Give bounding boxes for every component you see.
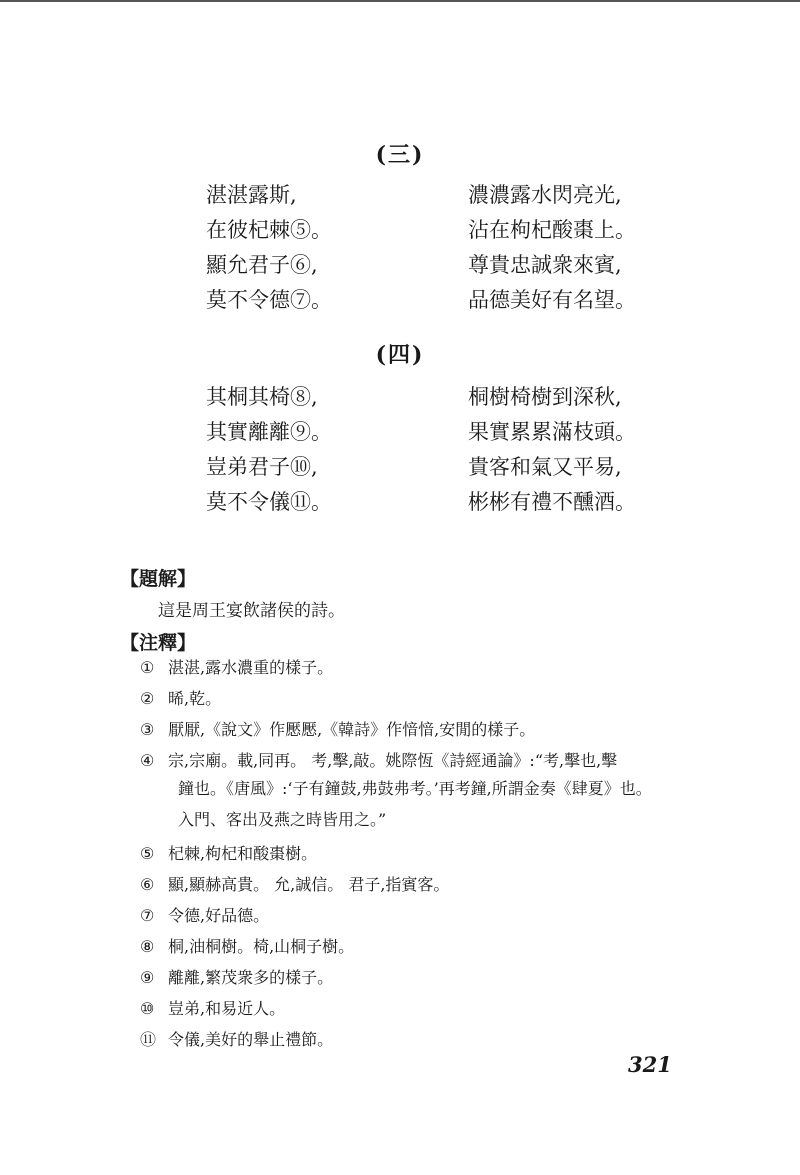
note-number: ⑪	[140, 1030, 157, 1049]
stanza-4-translation-line-3: 貴客和氣又平易,	[468, 455, 622, 479]
note-number: ⑨	[140, 968, 155, 987]
tijie-text: 這是周王宴飲諸侯的詩。	[158, 601, 345, 621]
note-text: 桐,油桐樹。椅,山桐子樹。	[168, 937, 355, 956]
stanza-3-heading: (三)	[375, 142, 425, 168]
note-number: ⑦	[140, 906, 155, 925]
stanza-4-heading: (四)	[375, 342, 425, 368]
note-text: 離離,繁茂衆多的樣子。	[168, 968, 334, 987]
note-number: ⑤	[140, 844, 155, 863]
top-border-rule	[0, 0, 800, 2]
note-item	[140, 745, 700, 776]
zhushi-heading: 【注釋】	[120, 632, 197, 654]
note-continuation: 入門、客出及燕之時皆用之。”	[178, 810, 387, 829]
note-text: 豈弟,和易近人。	[168, 999, 286, 1018]
stanza-3-translation-line-2: 沾在枸杞酸棗上。	[468, 218, 636, 242]
note-item	[140, 931, 700, 962]
note-item	[140, 869, 700, 900]
stanza-4-original-line-1: 其桐其椅⑧,	[206, 385, 318, 409]
note-item	[140, 900, 700, 931]
note-number: ⑥	[140, 875, 155, 894]
page-number: 321	[628, 1052, 672, 1077]
note-item	[140, 652, 700, 683]
note-item	[140, 1024, 700, 1055]
note-item	[140, 962, 700, 993]
note-item	[140, 993, 700, 1024]
note-number: ④	[140, 751, 155, 770]
note-text: 杞棘,枸杞和酸棗樹。	[168, 844, 318, 863]
note-item	[140, 683, 700, 714]
stanza-3-original-line-3: 顯允君子⑥,	[206, 253, 318, 277]
stanza-3-original-line-2: 在彼杞棘⑤。	[206, 218, 332, 242]
note-text: 令儀,美好的舉止禮節。	[168, 1030, 334, 1049]
stanza-4-translation-line-1: 桐樹椅樹到深秋,	[468, 385, 622, 409]
note-text: 厭厭,《說文》作懕懕,《韓詩》作愔愔,安閒的樣子。	[168, 720, 536, 739]
note-text: 宗,宗廟。載,同再。 考,擊,敲。姚際恆《詩經通論》:“考,擊也,擊	[168, 751, 618, 770]
note-number: ②	[140, 689, 155, 708]
note-text: 令德,好品德。	[168, 906, 270, 925]
tijie-heading: 【題解】	[120, 568, 197, 590]
note-text: 顯,顯赫高貴。 允,誠信。 君子,指賓客。	[168, 875, 450, 894]
note-number: ③	[140, 720, 155, 739]
stanza-3-translation-line-3: 尊貴忠誠衆來賓,	[468, 253, 622, 277]
note-text: 湛湛,露水濃重的樣子。	[168, 658, 334, 677]
stanza-4-translation-line-4: 彬彬有禮不醺酒。	[468, 490, 636, 514]
note-continuation: 鐘也。《唐風》:‘子有鐘鼓,弗鼓弗考。’再考鐘,所謂金奏《肆夏》也。	[178, 779, 652, 798]
stanza-3-translation-line-4: 品德美好有名望。	[468, 288, 636, 312]
stanza-3-translation-line-1: 濃濃露水閃亮光,	[468, 183, 622, 207]
note-text: 晞,乾。	[168, 689, 222, 708]
stanza-4-original-line-4: 莫不令儀⑪。	[206, 490, 332, 514]
note-number: ⑧	[140, 937, 155, 956]
note-number: ①	[140, 658, 155, 677]
stanza-4-translation-line-2: 果實累累滿枝頭。	[468, 420, 636, 444]
stanza-3-original-line-1: 湛湛露斯,	[206, 183, 297, 207]
note-number: ⑩	[140, 999, 155, 1018]
stanza-4-original-line-2: 其實離離⑨。	[206, 420, 332, 444]
note-item	[140, 838, 700, 869]
stanza-4-original-line-3: 豈弟君子⑩,	[206, 455, 318, 479]
stanza-3-original-line-4: 莫不令德⑦。	[206, 288, 332, 312]
note-item	[140, 714, 700, 745]
